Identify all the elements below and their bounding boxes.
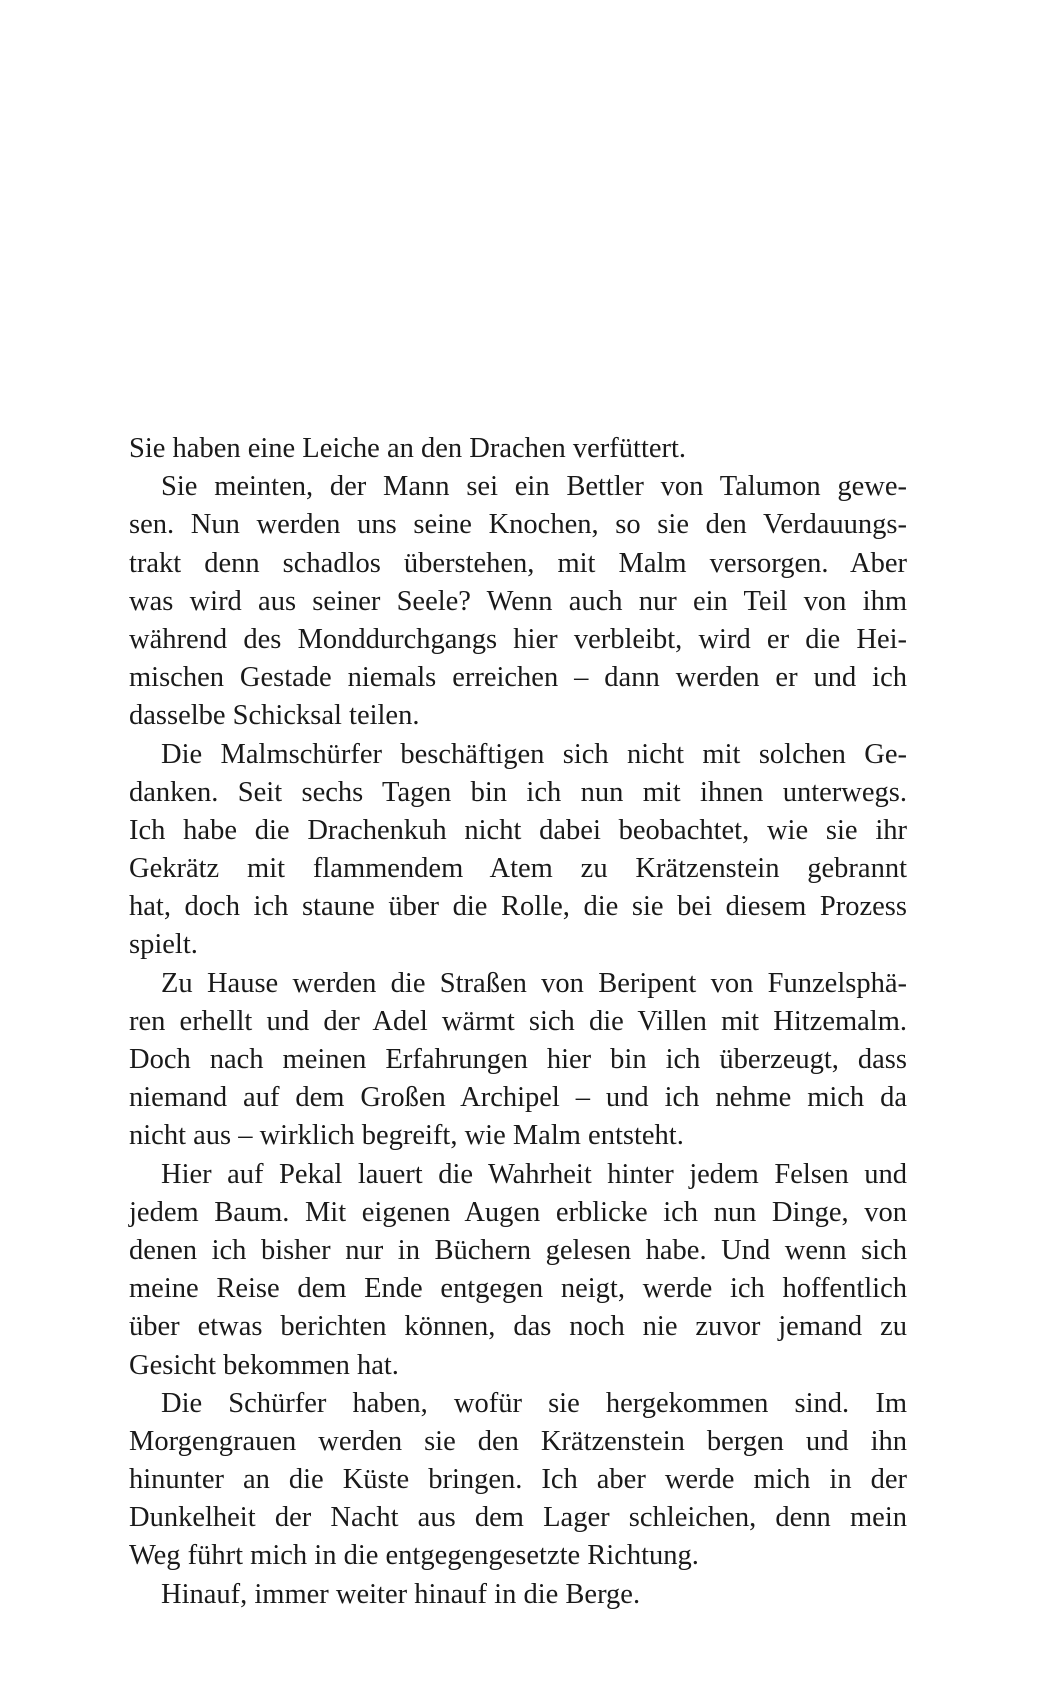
text-line: trakt denn schadlos überstehen, mit Malm versorgen. Aber	[129, 547, 907, 579]
text-line: über etwas berichten können, das noch nie zuvor jemand zu	[129, 1311, 907, 1343]
text-line: nicht aus – wirklich begreift, wie Malm entsteht.	[129, 1120, 684, 1152]
text-line: denen ich bisher nur in Büchern gelesen habe. Und wenn sich	[129, 1234, 907, 1266]
text-line: hinunter an die Küste bringen. Ich aber werde mich in der	[129, 1464, 907, 1496]
text-line: Die Schürfer haben, wofür sie hergekommen sind. Im	[161, 1387, 907, 1419]
text-line: Sie meinten, der Mann sei ein Bettler von Talumon gewe-	[161, 471, 907, 503]
text-line: Dunkelheit der Nacht aus dem Lager schleichen, denn mein	[129, 1502, 907, 1534]
text-line: Ich habe die Drachenkuh nicht dabei beobachtet, wie sie ihr	[129, 814, 907, 846]
text-line: Hinauf, immer weiter hinauf in die Berge.	[161, 1578, 641, 1610]
text-line: Die Malmschürfer beschäftigen sich nicht mit solchen Ge-	[161, 738, 907, 770]
text-line: Gekrätz mit flammendem Atem zu Krätzenstein gebrannt	[129, 853, 907, 885]
text-line: Sie haben eine Leiche an den Drachen verfüttert.	[129, 433, 687, 464]
body-text	[129, 430, 907, 1614]
text-line: spielt.	[129, 929, 198, 961]
text-line: ren erhellt und der Adel wärmt sich die Villen mit Hitzemalm.	[129, 1005, 907, 1037]
text-line: während des Monddurchgangs hier verbleibt, wird er die Hei-	[129, 623, 907, 655]
text-line: Morgengrauen werden sie den Krätzenstein bergen und ihn	[129, 1425, 907, 1457]
text-line: Doch nach meinen Erfahrungen hier bin ich überzeugt, dass	[129, 1044, 907, 1075]
text-line: Hier auf Pekal lauert die Wahrheit hinter jedem Felsen und	[161, 1158, 907, 1190]
text-line: jedem Baum. Mit eigenen Augen erblicke ich nun Dinge, von	[129, 1196, 907, 1228]
text-line: dasselbe Schicksal teilen.	[129, 700, 420, 732]
text-line: Weg führt mich in die entgegengesetzte Richtung.	[129, 1540, 699, 1572]
text-line: meine Reise dem Ende entgegen neigt, werde ich hoffentlich	[129, 1273, 907, 1305]
text-line: sen. Nun werden uns seine Knochen, so sie den Verdauungs-	[129, 509, 907, 541]
text-line: mischen Gestade niemals erreichen – dann werden er und ich	[129, 662, 907, 694]
text-line: was wird aus seiner Seele? Wenn auch nur ein Teil von ihm	[129, 585, 907, 617]
text-line: Gesicht bekommen hat.	[129, 1349, 399, 1381]
text-line: Zu Hause werden die Straßen von Beripent von Funzelsphä-	[161, 967, 907, 999]
text-line: danken. Seit sechs Tagen bin ich nun mit ihnen unterwegs.	[129, 776, 907, 808]
text-line: niemand auf dem Großen Archipel – und ich nehme mich da	[129, 1082, 907, 1114]
text-line: hat, doch ich staune über die Rolle, die sie bei diesem Prozess	[129, 891, 907, 923]
